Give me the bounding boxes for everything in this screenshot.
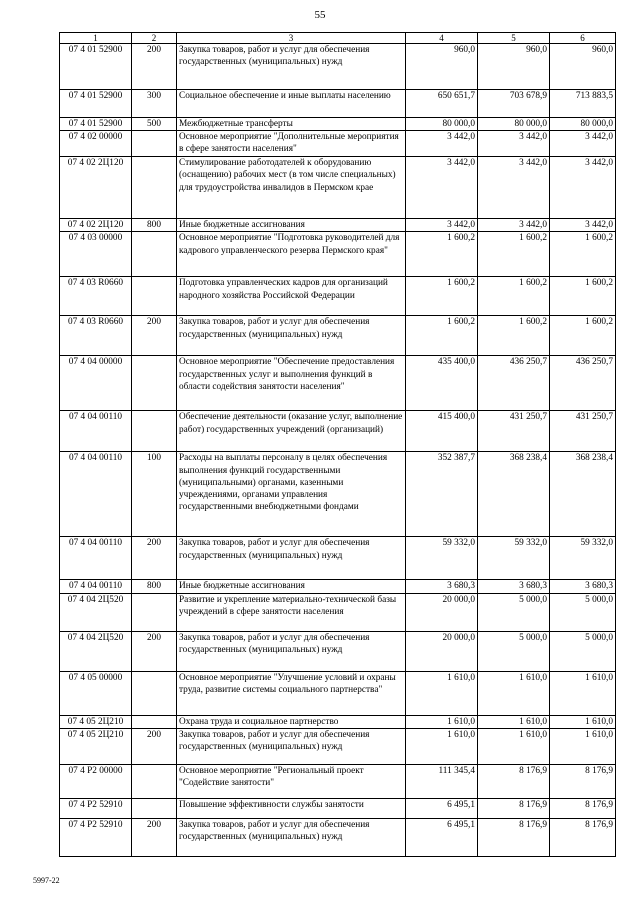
budget-code-cell: 07 4 P2 52910 — [60, 818, 132, 856]
amount-col6-cell: 80 000,0 — [550, 118, 616, 131]
amount-col4-cell: 1 600,2 — [406, 277, 478, 316]
item-name-cell: Обеспечение деятельности (оказание услуг, выполнение работ) государственных учреждений (организаций) — [177, 411, 406, 452]
budget-code-cell: 07 4 P2 52910 — [60, 798, 132, 818]
page-number: 55 — [314, 9, 326, 21]
amount-col5-cell: 8 176,9 — [478, 818, 550, 856]
table-row — [60, 316, 616, 356]
table-row — [60, 157, 616, 219]
budget-code-cell: 07 4 05 00000 — [60, 671, 132, 715]
expense-type-cell: 800 — [132, 580, 177, 593]
budget-code-cell: 07 4 01 52900 — [60, 118, 132, 131]
budget-code-cell: 07 4 04 2Ц520 — [60, 593, 132, 631]
item-name-cell: Иные бюджетные ассигнования — [177, 580, 406, 593]
budget-code-cell: 07 4 05 2Ц210 — [60, 728, 132, 764]
amount-col5-cell: 703 678,9 — [478, 90, 550, 118]
table-row — [60, 593, 616, 631]
amount-col6-cell: 3 680,3 — [550, 580, 616, 593]
item-name-cell: Основное мероприятие "Обеспечение предоставления государственных услуг и выполнения функций в области содействия занятости населения" — [177, 356, 406, 411]
budget-code-cell: 07 4 05 2Ц210 — [60, 715, 132, 728]
table-row — [60, 118, 616, 131]
expense-type-cell — [132, 671, 177, 715]
amount-col4-cell: 415 400,0 — [406, 411, 478, 452]
amount-col6-cell: 3 442,0 — [550, 131, 616, 157]
expense-type-cell: 200 — [132, 316, 177, 356]
amount-col4-cell: 111 345,4 — [406, 764, 478, 798]
expense-type-cell: 800 — [132, 219, 177, 232]
amount-col4-cell: 59 332,0 — [406, 537, 478, 580]
amount-col4-cell: 650 651,7 — [406, 90, 478, 118]
expense-type-cell: 200 — [132, 537, 177, 580]
item-name-cell: Иные бюджетные ассигнования — [177, 219, 406, 232]
amount-col5-cell: 59 332,0 — [478, 537, 550, 580]
item-name-cell: Закупка товаров, работ и услуг для обеспечения государственных (муниципальных) нужд — [177, 537, 406, 580]
amount-col4-cell: 1 610,0 — [406, 671, 478, 715]
table-row — [60, 44, 616, 90]
table-row — [60, 671, 616, 715]
item-name-cell: Закупка товаров, работ и услуг для обеспечения государственных (муниципальных) нужд — [177, 728, 406, 764]
amount-col4-cell: 1 600,2 — [406, 316, 478, 356]
budget-code-cell: 07 4 P2 00000 — [60, 764, 132, 798]
amount-col5-cell: 5 000,0 — [478, 631, 550, 671]
budget-code-cell: 07 4 04 00110 — [60, 452, 132, 537]
expense-type-cell: 200 — [132, 818, 177, 856]
item-name-cell: Основное мероприятие "Региональный проект "Содействие занятости" — [177, 764, 406, 798]
amount-col4-cell: 435 400,0 — [406, 356, 478, 411]
expense-type-cell — [132, 232, 177, 277]
expense-type-cell: 200 — [132, 631, 177, 671]
budget-code-cell: 07 4 03 R0660 — [60, 277, 132, 316]
budget-code-cell: 07 4 02 2Ц120 — [60, 157, 132, 219]
amount-col6-cell: 8 176,9 — [550, 764, 616, 798]
budget-code-cell: 07 4 04 2Ц520 — [60, 631, 132, 671]
item-name-cell: Повышение эффективности службы занятости — [177, 798, 406, 818]
expense-type-cell — [132, 593, 177, 631]
column-header: 1 — [60, 33, 132, 44]
amount-col6-cell: 5 000,0 — [550, 631, 616, 671]
table-row — [60, 728, 616, 764]
table-row — [60, 580, 616, 593]
column-header-row — [60, 33, 616, 44]
amount-col4-cell: 960,0 — [406, 44, 478, 90]
budget-code-cell: 07 4 03 R0660 — [60, 316, 132, 356]
table-row — [60, 631, 616, 671]
amount-col6-cell: 1 600,2 — [550, 316, 616, 356]
amount-col5-cell: 3 442,0 — [478, 131, 550, 157]
amount-col5-cell: 5 000,0 — [478, 593, 550, 631]
expense-type-cell — [132, 715, 177, 728]
amount-col6-cell: 431 250,7 — [550, 411, 616, 452]
item-name-cell: Основное мероприятие "Улучшение условий и охраны труда, развитие системы социального партнерства" — [177, 671, 406, 715]
item-name-cell: Закупка товаров, работ и услуг для обеспечения государственных (муниципальных) нужд — [177, 316, 406, 356]
table-row — [60, 277, 616, 316]
amount-col5-cell: 436 250,7 — [478, 356, 550, 411]
budget-code-cell: 07 4 03 00000 — [60, 232, 132, 277]
expense-type-cell: 100 — [132, 452, 177, 537]
budget-code-cell: 07 4 04 00110 — [60, 537, 132, 580]
budget-code-cell: 07 4 01 52900 — [60, 44, 132, 90]
table-row — [60, 818, 616, 856]
amount-col6-cell: 1 610,0 — [550, 715, 616, 728]
amount-col5-cell: 1 610,0 — [478, 715, 550, 728]
amount-col5-cell: 1 610,0 — [478, 728, 550, 764]
amount-col4-cell: 352 387,7 — [406, 452, 478, 537]
budget-code-cell: 07 4 01 52900 — [60, 90, 132, 118]
budget-code-cell: 07 4 02 00000 — [60, 131, 132, 157]
amount-col6-cell: 1 600,2 — [550, 277, 616, 316]
amount-col5-cell: 8 176,9 — [478, 798, 550, 818]
amount-col5-cell: 431 250,7 — [478, 411, 550, 452]
table-row — [60, 798, 616, 818]
expense-type-cell: 300 — [132, 90, 177, 118]
amount-col5-cell: 8 176,9 — [478, 764, 550, 798]
amount-col4-cell: 1 610,0 — [406, 728, 478, 764]
table-row — [60, 764, 616, 798]
expense-type-cell — [132, 131, 177, 157]
item-name-cell: Развитие и укрепление материально-технической базы учреждений в сфере занятости населения — [177, 593, 406, 631]
budget-code-cell: 07 4 04 00110 — [60, 411, 132, 452]
table-row — [60, 537, 616, 580]
item-name-cell: Межбюджетные трансферты — [177, 118, 406, 131]
item-name-cell: Стимулирование работодателей к оборудованию (оснащению) рабочих мест (в том числе специальных) для трудоустройства инвалидов в Пермском крае — [177, 157, 406, 219]
table-row — [60, 411, 616, 452]
amount-col4-cell: 3 442,0 — [406, 219, 478, 232]
expense-type-cell — [132, 764, 177, 798]
table-row — [60, 715, 616, 728]
expense-type-cell — [132, 356, 177, 411]
column-header: 4 — [406, 33, 478, 44]
column-header: 2 — [132, 33, 177, 44]
budget-code-cell: 07 4 04 00110 — [60, 580, 132, 593]
amount-col4-cell: 80 000,0 — [406, 118, 478, 131]
amount-col6-cell: 59 332,0 — [550, 537, 616, 580]
amount-col6-cell: 368 238,4 — [550, 452, 616, 537]
expense-type-cell — [132, 157, 177, 219]
amount-col6-cell: 8 176,9 — [550, 818, 616, 856]
table-row — [60, 90, 616, 118]
table-row — [60, 356, 616, 411]
expense-type-cell — [132, 277, 177, 316]
amount-col4-cell: 20 000,0 — [406, 593, 478, 631]
amount-col6-cell: 8 176,9 — [550, 798, 616, 818]
amount-col4-cell: 20 000,0 — [406, 631, 478, 671]
expense-type-cell — [132, 411, 177, 452]
item-name-cell: Основное мероприятие "Подготовка руководителей для кадрового управленческого резерва Пермского края" — [177, 232, 406, 277]
amount-col5-cell: 368 238,4 — [478, 452, 550, 537]
item-name-cell: Основное мероприятие "Дополнительные мероприятия в сфере занятости населения" — [177, 131, 406, 157]
item-name-cell: Социальное обеспечение и иные выплаты населению — [177, 90, 406, 118]
expense-type-cell: 500 — [132, 118, 177, 131]
amount-col5-cell: 3 442,0 — [478, 157, 550, 219]
amount-col5-cell: 1 600,2 — [478, 232, 550, 277]
item-name-cell: Расходы на выплаты персоналу в целях обеспечения выполнения функций государственными (муниципальными) органами, казенными учреждениями, органами управления государственными внебюджетными фондами — [177, 452, 406, 537]
amount-col4-cell: 6 495,1 — [406, 818, 478, 856]
amount-col6-cell: 3 442,0 — [550, 157, 616, 219]
amount-col6-cell: 960,0 — [550, 44, 616, 90]
budget-code-cell: 07 4 02 2Ц120 — [60, 219, 132, 232]
budget-table — [59, 32, 616, 857]
amount-col4-cell: 3 442,0 — [406, 131, 478, 157]
amount-col6-cell: 1 610,0 — [550, 728, 616, 764]
expense-type-cell — [132, 798, 177, 818]
item-name-cell: Подготовка управленческих кадров для организаций народного хозяйства Российской Федерации — [177, 277, 406, 316]
column-header: 3 — [177, 33, 406, 44]
amount-col5-cell: 3 680,3 — [478, 580, 550, 593]
column-header: 6 — [550, 33, 616, 44]
amount-col6-cell: 1 600,2 — [550, 232, 616, 277]
amount-col4-cell: 6 495,1 — [406, 798, 478, 818]
table-row — [60, 452, 616, 537]
amount-col5-cell: 1 610,0 — [478, 671, 550, 715]
amount-col6-cell: 5 000,0 — [550, 593, 616, 631]
item-name-cell: Закупка товаров, работ и услуг для обеспечения государственных (муниципальных) нужд — [177, 44, 406, 90]
budget-code-cell: 07 4 04 00000 — [60, 356, 132, 411]
item-name-cell: Закупка товаров, работ и услуг для обеспечения государственных (муниципальных) нужд — [177, 631, 406, 671]
amount-col5-cell: 80 000,0 — [478, 118, 550, 131]
amount-col4-cell: 3 680,3 — [406, 580, 478, 593]
amount-col5-cell: 3 442,0 — [478, 219, 550, 232]
item-name-cell: Охрана труда и социальное партнерство — [177, 715, 406, 728]
amount-col5-cell: 960,0 — [478, 44, 550, 90]
amount-col5-cell: 1 600,2 — [478, 316, 550, 356]
amount-col6-cell: 713 883,5 — [550, 90, 616, 118]
table-row — [60, 219, 616, 232]
item-name-cell: Закупка товаров, работ и услуг для обеспечения государственных (муниципальных) нужд — [177, 818, 406, 856]
amount-col4-cell: 1 610,0 — [406, 715, 478, 728]
expense-type-cell: 200 — [132, 44, 177, 90]
amount-col5-cell: 1 600,2 — [478, 277, 550, 316]
table-row — [60, 131, 616, 157]
table-row — [60, 232, 616, 277]
amount-col6-cell: 436 250,7 — [550, 356, 616, 411]
amount-col6-cell: 3 442,0 — [550, 219, 616, 232]
footer-document-code: 5997-22 — [33, 876, 60, 885]
amount-col4-cell: 1 600,2 — [406, 232, 478, 277]
column-header: 5 — [478, 33, 550, 44]
amount-col4-cell: 3 442,0 — [406, 157, 478, 219]
amount-col6-cell: 1 610,0 — [550, 671, 616, 715]
expense-type-cell: 200 — [132, 728, 177, 764]
